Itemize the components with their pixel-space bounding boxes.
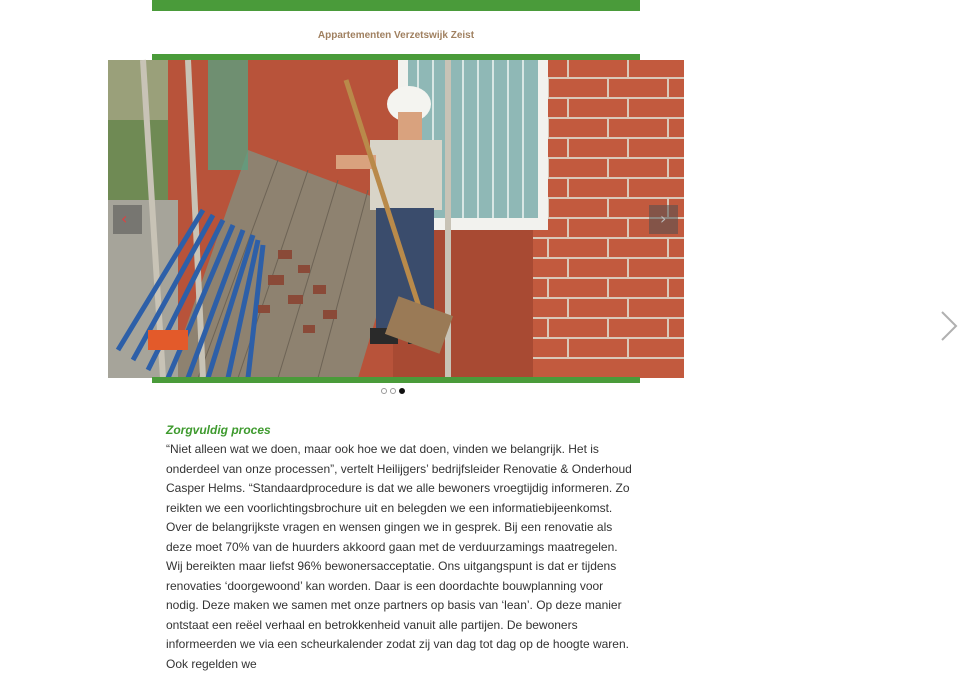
slider-dot-3[interactable] xyxy=(399,388,405,394)
slider-caption: Appartementen Verzetswijk Zeist xyxy=(317,30,475,41)
slider-next-button[interactable] xyxy=(649,205,678,234)
slider-bottom-bar xyxy=(152,377,640,383)
article-section xyxy=(166,421,636,674)
chevron-right-icon: › xyxy=(660,209,667,228)
slider-pagination xyxy=(381,388,405,394)
chevron-left-icon: ‹ xyxy=(121,209,128,228)
chevron-right-icon xyxy=(938,308,960,344)
slide-photo xyxy=(108,60,684,378)
slider-dot-1[interactable] xyxy=(381,388,387,394)
slider-prev-button[interactable] xyxy=(113,205,142,234)
slider-dot-2[interactable] xyxy=(390,388,396,394)
article-heading: Zorgvuldig proces xyxy=(166,423,271,437)
article-body: “Niet alleen wat we doen, maar ook hoe we dat doen, vinden we belangrijk. Het is onderdeel van onze processen”, vertelt Heilijgers’ bedrijfsleider Renovatie & Onderhoud Casper Helms. “Standaardprocedure is dat we alle bewoners vroegtijdig informeren. Zo reikten we een voorlichtingsbrochure uit en belegden we een informatiebijeenkomst. Over de belangrijkste vragen en wensen gingen we in gesprek. Bij een renovatie als deze moet 70% van de huurders akkoord gaan met de verduurzamings maatregelen. Wij bereikten maar liefst 96% bewonersacceptatie. Ons uitgangspunt is dat er tijdens renovaties ‘doorgewoond’ kan worden. Daar is een doordachte bouwplanning voor nodig. Deze maken we samen met onze partners op basis van ‘lean’. Op deze manier ontstaat een reëel verhaal en betrokkenheid vanuit alle partijen. De bewoners informeerden we via een scheurkalender zodat zij van dag tot dag op de hoogte waren. Ook regelden we xyxy=(166,442,632,671)
previous-slider-bottom-bar xyxy=(152,0,640,11)
page-next-button[interactable] xyxy=(938,308,960,344)
